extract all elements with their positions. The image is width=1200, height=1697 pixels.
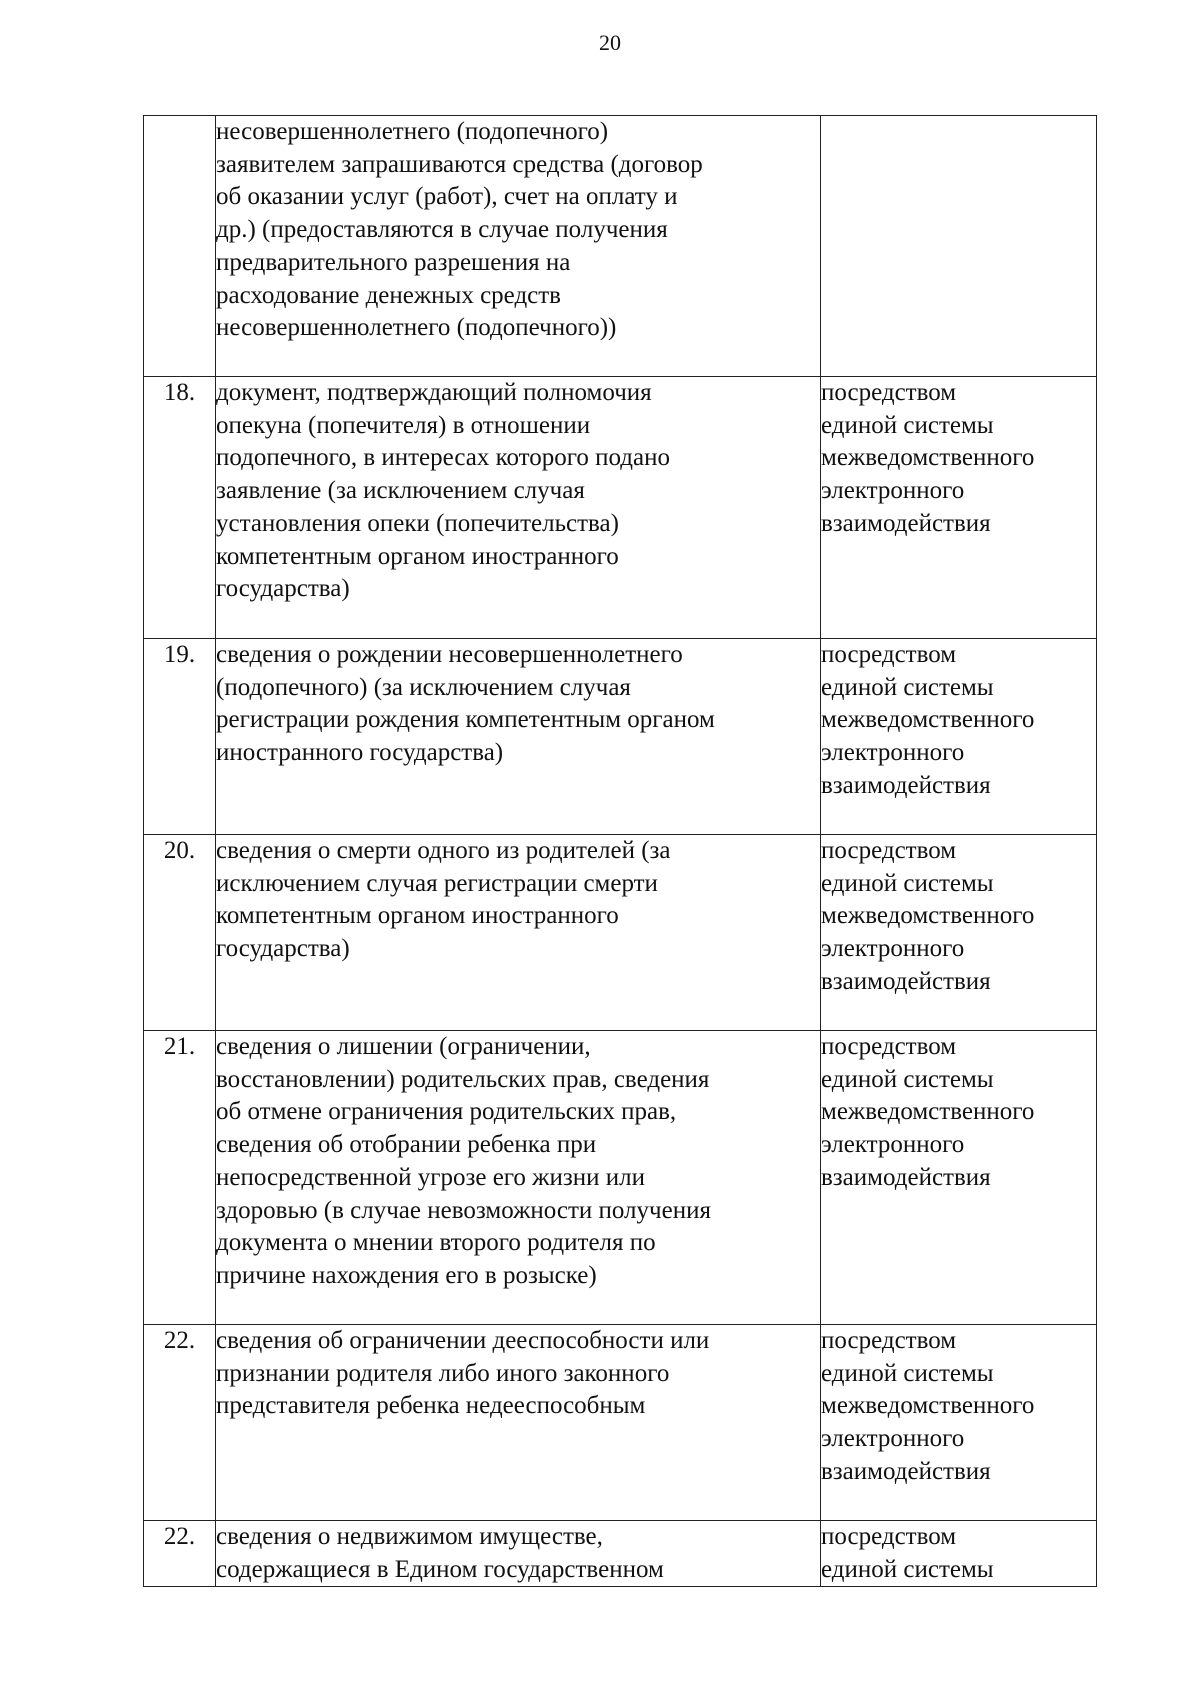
row-number-cell	[144, 1325, 216, 1521]
document-description: сведения о рождении несовершеннолетнего (подопечного) (за исключением случая регистрации рождения компетентным органом иностранного государства)	[216, 641, 715, 767]
table-row	[144, 639, 1097, 835]
document-cell	[216, 1031, 821, 1325]
table-row	[144, 1521, 1097, 1587]
document-description: документ, подтверждающий полномочия опекуна (попечителя) в отношении подопечного, в интересах которого подано заявление (за исключением случая установления опеки (попечительства) компетентным органом иностранного государства)	[216, 379, 670, 603]
receipt-method: посредством единой системы	[821, 1523, 994, 1583]
method-cell	[821, 835, 1097, 1031]
method-cell	[821, 1521, 1097, 1587]
document-cell	[216, 835, 821, 1031]
row-number: 19.	[163, 641, 196, 668]
table-row	[144, 1325, 1097, 1521]
row-number-cell	[144, 639, 216, 835]
receipt-method: посредством единой системы межведомственного электронного взаимодействия	[821, 641, 1035, 799]
row-number: 21.	[163, 1033, 196, 1060]
receipt-method: посредством единой системы межведомственного электронного взаимодействия	[821, 1033, 1035, 1191]
receipt-method: посредством единой системы межведомственного электронного взаимодействия	[821, 379, 1035, 537]
document-description: сведения об ограничении дееспособности или признании родителя либо иного законного представителя ребенка недееспособным	[216, 1327, 710, 1420]
row-number: 22.	[163, 1523, 196, 1550]
receipt-method: посредством единой системы межведомственного электронного взаимодействия	[821, 1327, 1035, 1485]
method-cell	[821, 1325, 1097, 1521]
row-number-cell	[144, 1521, 216, 1587]
document-description: сведения о лишении (ограничении, восстановлении) родительских прав, сведения об отмене ограничения родительских прав, сведения об отобрании ребенка при непосредственной угрозе его жизни или здоровью (в случае невозможности получения документа о мнении второго родителя по причине нахождения его в розыске)	[216, 1033, 711, 1289]
row-number: 18.	[163, 379, 196, 406]
receipt-method: посредством единой системы межведомственного электронного взаимодействия	[821, 837, 1035, 995]
method-cell	[821, 639, 1097, 835]
row-number: 22.	[163, 1327, 196, 1354]
page-number: 20	[599, 30, 621, 55]
table-row	[144, 116, 1097, 377]
document-description: сведения о смерти одного из родителей (за исключением случая регистрации смерти компетентным органом иностранного государства)	[216, 837, 671, 963]
document-description: несовершеннолетнего (подопечного) заявителем запрашиваются средства (договор об оказании услуг (работ), счет на оплату и др.) (предоставляются в случае получения предварительного разрешения на расходование денежных средств несовершеннолетнего (подопечного))	[216, 118, 703, 342]
method-cell	[821, 116, 1097, 377]
document-cell	[216, 1521, 821, 1587]
document-cell	[216, 377, 821, 639]
document-cell	[216, 116, 821, 377]
method-cell	[821, 1031, 1097, 1325]
documents-table	[143, 115, 1097, 1587]
row-number-cell	[144, 1031, 216, 1325]
table-row	[144, 835, 1097, 1031]
row-number-cell	[144, 377, 216, 639]
document-cell	[216, 639, 821, 835]
document-description: сведения о недвижимом имуществе, содержащиеся в Едином государственном	[216, 1523, 664, 1583]
method-cell	[821, 377, 1097, 639]
row-number-cell	[144, 116, 216, 377]
document-cell	[216, 1325, 821, 1521]
table-row	[144, 1031, 1097, 1325]
row-number: 20.	[163, 837, 196, 864]
row-number-cell	[144, 835, 216, 1031]
table-row	[144, 377, 1097, 639]
